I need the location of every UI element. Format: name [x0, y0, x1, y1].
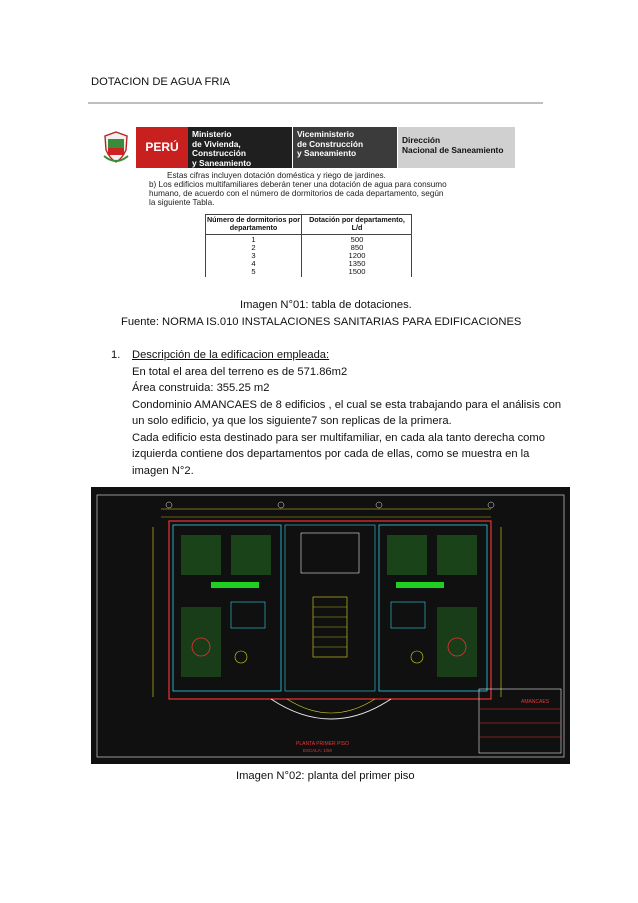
title-block-text: AMANCAES: [521, 699, 550, 705]
table-cell-dorms: 2: [251, 243, 256, 252]
section-number: 1.: [111, 349, 121, 361]
dotaciones-table: [205, 214, 412, 277]
image1-source: Fuente: NORMA IS.010 INSTALACIONES SANITARIAS PARA EDIFICACIONES: [121, 316, 522, 328]
dotaciones-table-image: [96, 127, 515, 277]
section-line: un solo edificio, ya que los siguiente7 son replicas de la primera.: [132, 415, 452, 427]
norma-text-line: b) Los edificios multifamiliares deberán tener una dotación de agua para consumo: [149, 180, 447, 189]
table-header-dotacion: Dotación por departamento, L/d: [309, 215, 405, 232]
section-line: Cada edificio esta destinado para ser multifamiliar, en cada ala tanto derecha como: [132, 432, 545, 444]
section-line: izquierda contiene dos departamentos por cada de ellas, como se muestra en la: [132, 448, 530, 460]
table-cell-dotacion: 1200: [348, 251, 366, 260]
section-line: imagen N°2.: [132, 465, 194, 477]
image1-caption: Imagen N°01: tabla de dotaciones.: [240, 299, 412, 311]
floor-plan-image: [91, 487, 570, 764]
plan-label: PLANTA PRIMER PISO: [296, 741, 349, 747]
norma-text-line: Estas cifras incluyen dotación doméstica y riego de jardines.: [167, 171, 386, 180]
norma-text-line: la siguiente Tabla.: [149, 198, 215, 207]
document-title: DOTACION DE AGUA FRIA: [91, 76, 231, 88]
peru-label: PERÚ: [136, 127, 188, 168]
title-divider: [88, 102, 543, 104]
table-cell-dotacion: 850: [350, 243, 364, 252]
peru-coat-of-arms-icon: [102, 130, 130, 164]
plan-scale-label: ESCALA: 1/50: [303, 748, 333, 753]
table-cell-dotacion: 1500: [348, 267, 366, 276]
table-cell-dorms: 5: [251, 267, 256, 276]
ministry-label: Ministerio de Vivienda, Construcción y Saneamiento: [188, 127, 292, 168]
table-cell-dotacion: 500: [350, 235, 364, 244]
section-line: Condominio AMANCAES de 8 edificios , el cual se esta trabajando para el análisis con: [132, 399, 562, 411]
section-line: En total el area del terreno es de 571.86m2: [132, 366, 348, 378]
section-line: Área construida: 355.25 m2: [132, 382, 270, 394]
table-cell-dorms: 1: [251, 235, 256, 244]
table-cell-dorms: 3: [251, 251, 256, 260]
table-cell-dotacion: 1350: [348, 259, 366, 268]
floor-plan-drawing: [91, 487, 570, 764]
direction-label: Dirección Nacional de Saneamiento: [398, 127, 515, 168]
table-cell-dorms: 4: [251, 259, 256, 268]
table-header-dormitorios: Número de dormitorios por departamento: [206, 215, 301, 232]
norma-text-line: humano, de acuerdo con el número de dormitorios de cada departamento, según: [149, 189, 444, 198]
viceministry-label: Viceministerio de Construcción y Saneamiento: [293, 127, 397, 168]
section-heading: Descripción de la edificacion empleada:: [132, 349, 330, 361]
image2-caption: Imagen N°02: planta del primer piso: [236, 770, 415, 782]
